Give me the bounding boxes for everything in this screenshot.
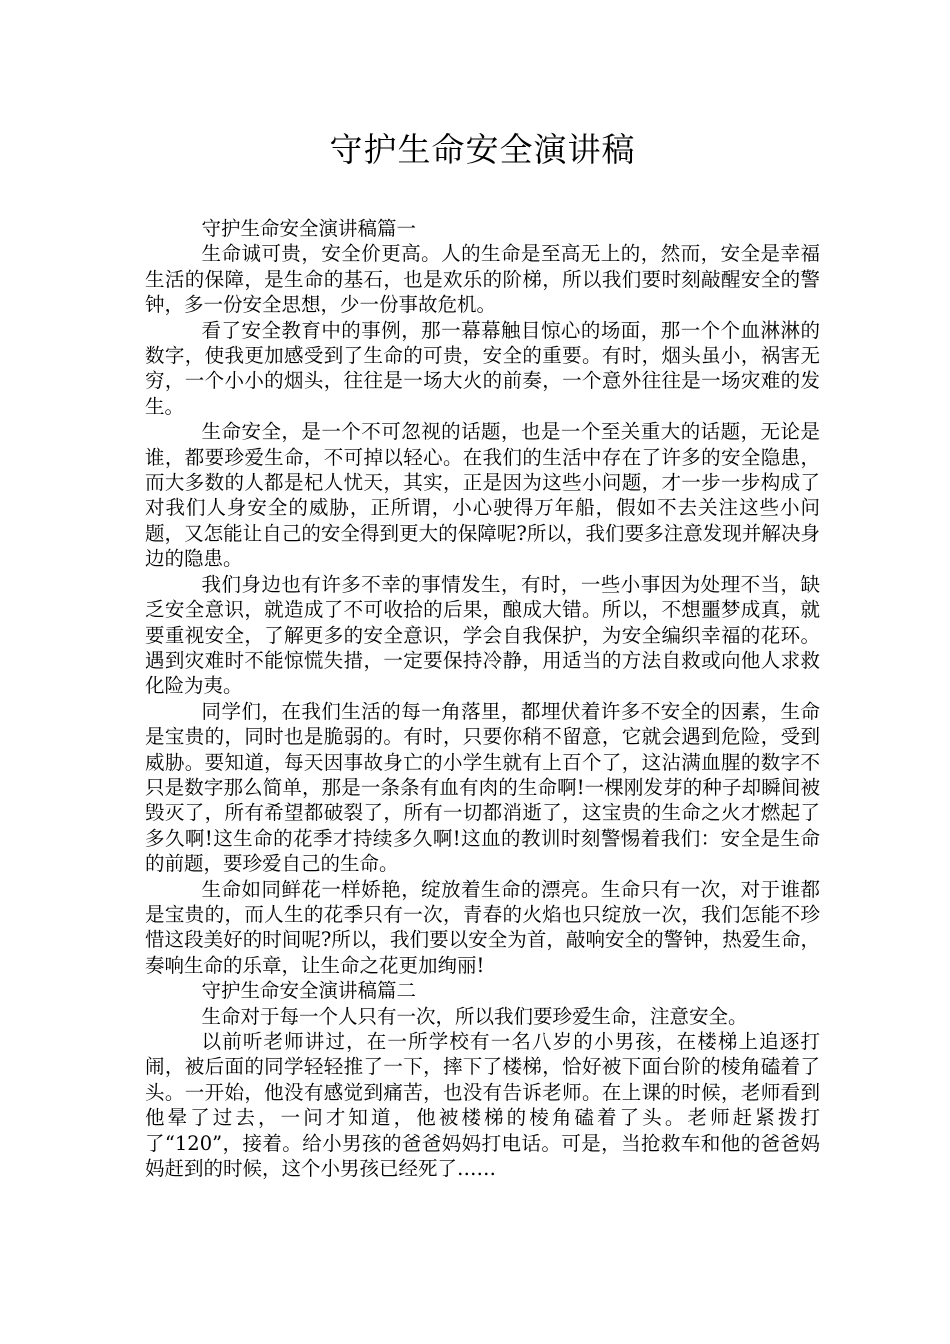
paragraph: 生命对于每一个人只有一次，所以我们要珍爱生命，注意安全。 <box>201 1004 748 1028</box>
paragraph: 同学们，在我们生活的每一角落里，都埋伏着许多不安全的因素，生命是宝贵的，同时也是脆弱的。有时，只要你稍不留意，它就会遇到危险，受到威胁。要知道，每天因事故身亡的小学生就有上百个了，这沾满血腥的数字不只是数字那么简单，那是一条条有血有肉的生命啊!一棵刚发芽的种子却瞬间被毁灭了，所有希望都破裂了，所有一切都消逝了，这宝贵的生命之火才燃起了多久啊!这生命的花季才持续多久啊!这血的教训时刻警惕着我们：安全是生命的前题，要珍爱自己的生命。 <box>145 699 820 876</box>
paragraph: 以前听老师讲过，在一所学校有一名八岁的小男孩，在楼梯上追逐打闹，被后面的同学轻轻推了一下，摔下了楼梯，恰好被下面台阶的棱角磕着了头。一开始，他没有感觉到痛苦，也没有告诉老师。在上课的时候，老师看到他晕了过去，一问才知道，他被楼梯的棱角磕着了头。老师赶紧拨打了“120”，接着。给小男孩的爸爸妈妈打电话。可是，当抢救车和他的爸爸妈妈赶到的时候，这个小男孩已经死了…… <box>145 1030 820 1181</box>
paragraph: 看了安全教育中的事例，那一幕幕触目惊心的场面，那一个个血淋淋的数字，使我更加感受到了生命的可贵，安全的重要。有时，烟头虽小，祸害无穷，一个小小的烟头，往往是一场大火的前奏，一个意外往往是一场灾难的发生。 <box>145 318 820 418</box>
document-title: 守护生命安全演讲稿 <box>329 130 636 169</box>
section-heading-1: 守护生命安全演讲稿篇一 <box>201 217 417 240</box>
paragraph: 生命安全，是一个不可忽视的话题，也是一个至关重大的话题，无论是谁，都要珍爱生命，不可掉以轻心。在我们的生活中存在了许多的安全隐患，而大多数的人都是杞人忧天，其实，正是因为这些小问题，才一步一步构成了对我们人身安全的威胁，正所谓，小心驶得万年船，假如不去关注这些小问题，又怎能让自己的安全得到更大的保障呢?所以，我们要多注意发现并解决身边的隐患。 <box>145 420 820 571</box>
paragraph: 生命如同鲜花一样娇艳，绽放着生命的漂亮。生命只有一次，对于谁都是宝贵的，而人生的花季只有一次，青春的火焰也只绽放一次，我们怎能不珍惜这段美好的时间呢?所以，我们要以安全为首，敲响安全的警钟，热爱生命，奏响生命的乐章，让生命之花更加绚丽! <box>145 877 820 977</box>
paragraph: 我们身边也有许多不幸的事情发生，有时，一些小事因为处理不当，缺乏安全意识，就造成了不可收拾的后果，酿成大错。所以，不想噩梦成真，就要重视安全，了解更多的安全意识，学会自我保护，为安全编织幸福的花环。遇到灾难时不能惊慌失措，一定要保持冷静，用适当的方法自救或向他人求救化险为夷。 <box>145 572 820 698</box>
document-page <box>145 128 820 1181</box>
paragraph: 生命诚可贵，安全价更高。人的生命是至高无上的，然而，安全是幸福生活的保障，是生命的基石，也是欢乐的阶梯，所以我们要时刻敲醒安全的警钟，多一份安全思想，少一份事故危机。 <box>145 242 820 317</box>
section-heading-2: 守护生命安全演讲稿篇二 <box>201 979 417 1003</box>
